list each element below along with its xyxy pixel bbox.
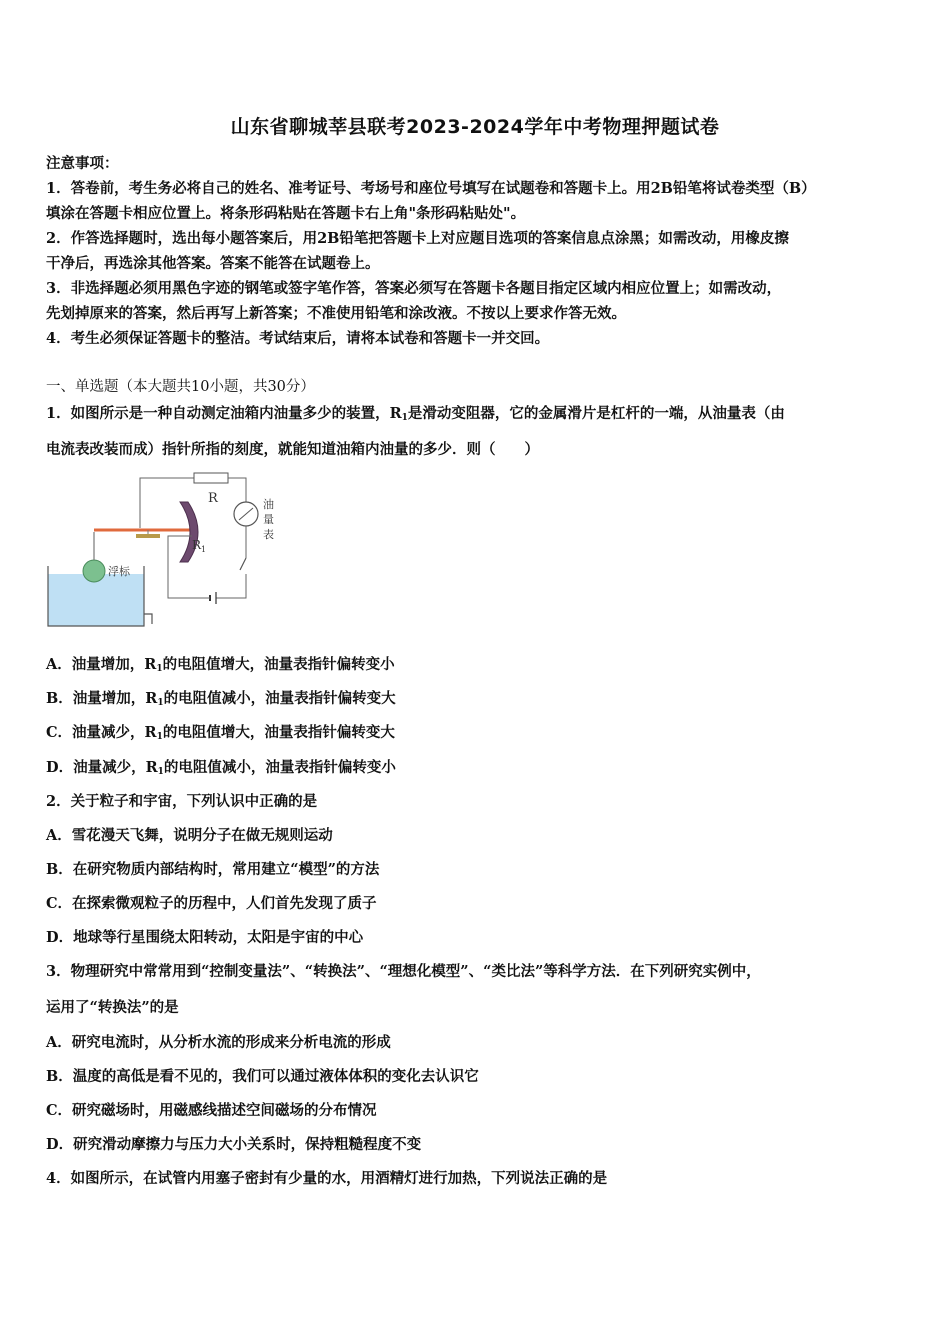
tank-outlet	[144, 614, 152, 624]
notice-item-3-line-2: 先划掉原来的答案，然后再写上新答案；不准使用铅笔和涂改液。不按以上要求作答无效。	[46, 305, 626, 322]
switch	[240, 558, 246, 570]
notice-item-1-line-1: 1．答卷前，考生务必将自己的姓名、准考证号、考场号和座位号填写在试题卷和答题卡上。用2B铅笔将试卷类型（B）	[46, 180, 816, 197]
wire-top-right	[228, 478, 246, 502]
label-r1: $R_1$	[192, 538, 207, 554]
label-float: 浮标	[108, 565, 130, 578]
question-1-option-a: A．油量增加，$R_1$的电阻值增大，油量表指针偏转变小	[46, 656, 395, 674]
question-3-option-c: C．研究磁场时，用磁感线描述空间磁场的分布情况	[46, 1102, 377, 1119]
label-meter-3: 表	[263, 528, 274, 541]
oil-gauge-circuit-figure	[44, 466, 294, 636]
question-1-option-c: C．油量减少，$R_1$的电阻值增大，油量表指针偏转变大	[46, 724, 395, 742]
page-title: 山东省聊城莘县联考2023-2024学年中考物理押题试卷	[230, 116, 720, 138]
resistor-r1-arc	[180, 502, 198, 562]
question-3-option-d: D．研究滑动摩擦力与压力大小关系时，保持粗糙程度不变	[46, 1136, 422, 1153]
question-2-option-b: B．在研究物质内部结构时，常用建立“模型”的方法	[46, 861, 380, 878]
notice-item-4: 4．考生必须保证答题卡的整洁。考试结束后，请将本试卷和答题卡一并交回。	[46, 330, 550, 347]
notice-item-2-line-1: 2．作答选择题时，选出每小题答案后，用2B铅笔把答题卡上对应题目选项的答案信息点涂黑；如需改动，用橡皮擦	[46, 230, 789, 247]
question-3-option-b: B．温度的高低是看不见的，我们可以通过液体体积的变化去认识它	[46, 1068, 479, 1085]
question-3-line-1: 3．物理研究中常常用到“控制变量法”、“转换法”、“理想化模型”、“类比法”等科学方法．在下列研究实例中，	[46, 963, 761, 980]
question-2-stem: 2．关于粒子和宇宙，下列认识中正确的是	[46, 793, 318, 810]
question-1-line-2: 电流表改装而成）指针所指的刻度，就能知道油箱内油量的多少．则（ ）	[46, 441, 539, 458]
notice-item-3-line-1: 3．非选择题必须用黑色字迹的钢笔或签字笔作答，答案必须写在答题卡各题目指定区域内相应位置上；如需改动，	[46, 280, 782, 297]
question-2-option-c: C．在探索微观粒子的历程中，人们首先发现了质子	[46, 895, 377, 912]
question-3-line-2: 运用了“转换法”的是	[46, 999, 179, 1016]
circuit-diagram	[44, 466, 294, 636]
label-meter-1: 油	[263, 498, 274, 511]
question-4-stem: 4．如图所示，在试管内用塞子密封有少量的水，用酒精灯进行加热，下列说法正确的是	[46, 1170, 608, 1187]
section-1-heading: 一、单选题（本大题共10小题，共30分）	[46, 379, 315, 395]
notice-item-2-line-2: 干净后，再选涂其他答案。答案不能答在试题卷上。	[46, 255, 380, 272]
wire-switch-battery	[216, 574, 246, 598]
lever-pivot	[136, 534, 160, 538]
resistor-r	[194, 473, 228, 483]
question-1-option-b: B．油量增加，$R_1$的电阻值减小，油量表指针偏转变大	[46, 690, 396, 708]
question-2-option-d: D．地球等行星围绕太阳转动，太阳是宇宙的中心	[46, 929, 364, 946]
question-2-option-a: A．雪花漫天飞舞，说明分子在做无规则运动	[46, 827, 333, 844]
label-meter-2: 量	[263, 513, 274, 526]
float-ball	[83, 560, 105, 582]
notice-heading: 注意事项：	[46, 155, 119, 172]
label-r: R	[208, 491, 218, 506]
question-1-line-1: 1．如图所示是一种自动测定油箱内油量多少的装置，$R_1$是滑动变阻器，它的金属滑片是杠杆的一端，从油量表（由	[46, 405, 785, 423]
question-1-option-d: D．油量减少，$R_1$的电阻值减小，油量表指针偏转变小	[46, 759, 396, 777]
notice-item-1-line-2: 填涂在答题卡相应位置上。将条形码粘贴在答题卡右上角"条形码粘贴处"。	[46, 205, 526, 222]
question-3-option-a: A．研究电流时，从分析水流的形成来分析电流的形成	[46, 1034, 391, 1051]
